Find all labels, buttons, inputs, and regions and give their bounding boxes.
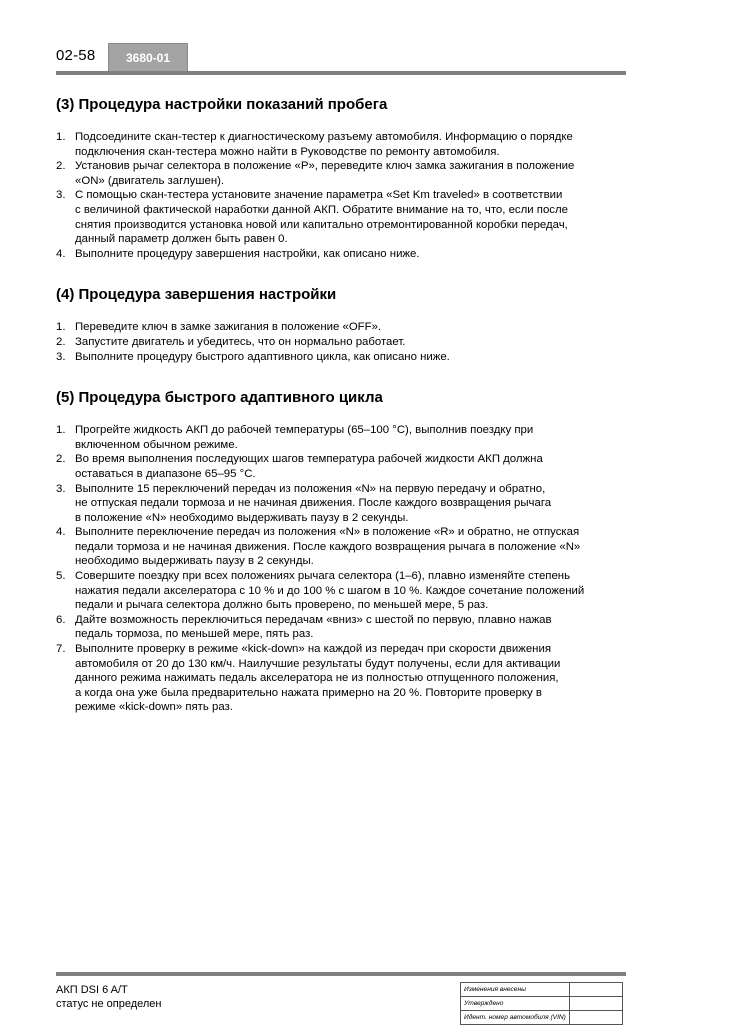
list-item bbox=[56, 188, 632, 246]
approval-value bbox=[569, 1011, 622, 1025]
list-item bbox=[56, 350, 632, 365]
list-item-line: необходимо выдерживать паузу в 2 секунды. bbox=[75, 555, 314, 568]
document-body bbox=[56, 95, 632, 739]
list-item-line: Выполните процедуру завершения настройки, как описано ниже. bbox=[75, 247, 420, 260]
list-item-line: нажатия педали акселератора с 10 % и до 100 % с шагом в 10 %. Каждое сочетание положений bbox=[75, 584, 585, 597]
list-item-line: данного режима нажимать педаль акселератора не из полностью отпущенного положения, bbox=[75, 672, 559, 685]
list-item-number: 2. bbox=[56, 453, 66, 466]
list-item-number: 4. bbox=[56, 247, 66, 260]
approval-label: Изменения внесены bbox=[461, 983, 570, 997]
list-item-number: 2. bbox=[56, 160, 66, 173]
approval-row bbox=[461, 1011, 623, 1025]
approval-row bbox=[461, 983, 623, 997]
list-item bbox=[56, 482, 632, 526]
list-item-number: 1. bbox=[56, 321, 66, 334]
list-item-line: Дайте возможность переключиться передачам «вниз» с шестой по первую, плавно нажав bbox=[75, 613, 552, 626]
list-item-number: 1. bbox=[56, 131, 66, 143]
approval-label: Утверждено bbox=[461, 997, 570, 1011]
list-item bbox=[56, 247, 632, 262]
list-item-number: 4. bbox=[56, 526, 66, 539]
list-item bbox=[56, 159, 632, 188]
list-item-line: Подсоедините скан-тестер к диагностическому разъему автомобиля. Информацию о порядке bbox=[75, 131, 573, 143]
list-item-line: включенном обычном режиме. bbox=[75, 438, 238, 451]
approval-value bbox=[569, 997, 622, 1011]
list-item-number: 3. bbox=[56, 189, 66, 202]
list-item-line: Установив рычаг селектора в положение «P», переведите ключ замка зажигания в положение bbox=[75, 160, 575, 173]
list-item-line: Во время выполнения последующих шагов температура рабочей жидкости АКП должна bbox=[75, 453, 543, 466]
list-item bbox=[56, 569, 632, 613]
section bbox=[56, 285, 632, 364]
list-item-line: педали тормоза и не начиная движения. После каждого возвращения рычага в положение «N» bbox=[75, 540, 581, 553]
list-item-line: Выполните процедуру быстрого адаптивного цикла, как описано ниже. bbox=[75, 350, 450, 363]
section bbox=[56, 95, 632, 261]
approval-row bbox=[461, 997, 623, 1011]
list-item-line: Запустите двигатель и убедитесь, что он нормально работает. bbox=[75, 335, 406, 348]
section-title: (5) Процедура быстрого адаптивного цикла bbox=[56, 389, 383, 407]
footer-divider bbox=[56, 972, 626, 976]
list-item-line: Переведите ключ в замке зажигания в положение «OFF». bbox=[75, 321, 382, 334]
list-item-number: 3. bbox=[56, 482, 66, 495]
list-item-line: С помощью скан-тестера установите значение параметра «Set Km traveled» в соответствии bbox=[75, 189, 563, 202]
approval-table bbox=[460, 982, 623, 1025]
list-item bbox=[56, 130, 632, 159]
list-item-line: снятия производится установка новой или капитально отремонтированной коробки передач, bbox=[75, 218, 568, 231]
list-item-line: Совершите поездку при всех положениях рычага селектора (1–6), плавно изменяйте степень bbox=[75, 570, 571, 583]
document-code-badge: 3680-01 bbox=[108, 43, 188, 72]
header-divider bbox=[56, 71, 626, 75]
list-item-line: педали и рычага селектора должно быть проверено, по меньшей мере, 5 раз. bbox=[75, 599, 489, 612]
list-item-line: с величиной фактической наработки данной АКП. Обратите внимание на то, что, если после bbox=[75, 203, 568, 216]
list-item bbox=[56, 335, 632, 350]
list-item bbox=[56, 525, 632, 569]
list-item-line: «ON» (двигатель заглушен). bbox=[75, 174, 225, 187]
list-item-number: 6. bbox=[56, 613, 66, 626]
footer-info bbox=[56, 983, 161, 1011]
list-item-line: педаль тормоза, по меньшей мере, пять раз. bbox=[75, 628, 314, 641]
list-item-number: 3. bbox=[56, 350, 66, 363]
list-item-number: 2. bbox=[56, 335, 66, 348]
list-item-number: 7. bbox=[56, 643, 66, 656]
list-item bbox=[56, 613, 632, 642]
list-item bbox=[56, 423, 632, 452]
list-item-line: в положение «N» необходимо выдерживать паузу в 2 секунды. bbox=[75, 511, 409, 524]
section bbox=[56, 388, 632, 715]
numbered-list bbox=[56, 320, 632, 364]
list-item-number: 1. bbox=[56, 424, 66, 437]
section-title: (4) Процедура завершения настройки bbox=[56, 286, 337, 304]
list-item-number: 5. bbox=[56, 570, 66, 583]
page-number: 02-58 bbox=[56, 47, 96, 64]
footer-status: статус не определен bbox=[56, 998, 162, 1010]
list-item-line: Выполните проверку в режиме «kick-down» на каждой из передач при скорости движения bbox=[75, 643, 551, 656]
list-item-line: а когда она уже была предварительно нажата примерно на 20 %. Повторите проверку в bbox=[75, 686, 542, 699]
numbered-list bbox=[56, 130, 632, 261]
numbered-list bbox=[56, 423, 632, 715]
approval-label: Идент. номер автомобиля (VIN) bbox=[461, 1011, 570, 1025]
list-item-line: режиме «kick-down» пять раз. bbox=[75, 701, 233, 714]
list-item-line: не отпуская педали тормоза и не начиная движения. После каждого возвращения рычага bbox=[75, 497, 552, 510]
footer-title: АКП DSI 6 A/T bbox=[56, 984, 128, 996]
list-item-line: данный параметр должен быть равен 0. bbox=[75, 233, 288, 246]
list-item-line: оставаться в диапазоне 65–95 °C. bbox=[75, 467, 256, 480]
list-item bbox=[56, 452, 632, 481]
list-item-line: Выполните 15 переключений передач из положения «N» на первую передачу и обратно, bbox=[75, 482, 546, 495]
list-item-line: автомобиля от 20 до 130 км/ч. Наилучшие результаты будут получены, если для активации bbox=[75, 657, 561, 670]
list-item-line: Прогрейте жидкость АКП до рабочей температуры (65–100 °C), выполнив поездку при bbox=[75, 424, 534, 437]
list-item-line: подключения скан-тестера можно найти в Руководстве по ремонту автомобиля. bbox=[75, 145, 500, 158]
list-item-line: Выполните переключение передач из положения «N» в положение «R» и обратно, не отпуская bbox=[75, 526, 580, 539]
section-title: (3) Процедура настройки показаний пробега bbox=[56, 96, 388, 113]
list-item bbox=[56, 642, 632, 715]
approval-value bbox=[569, 983, 622, 997]
list-item bbox=[56, 320, 632, 335]
